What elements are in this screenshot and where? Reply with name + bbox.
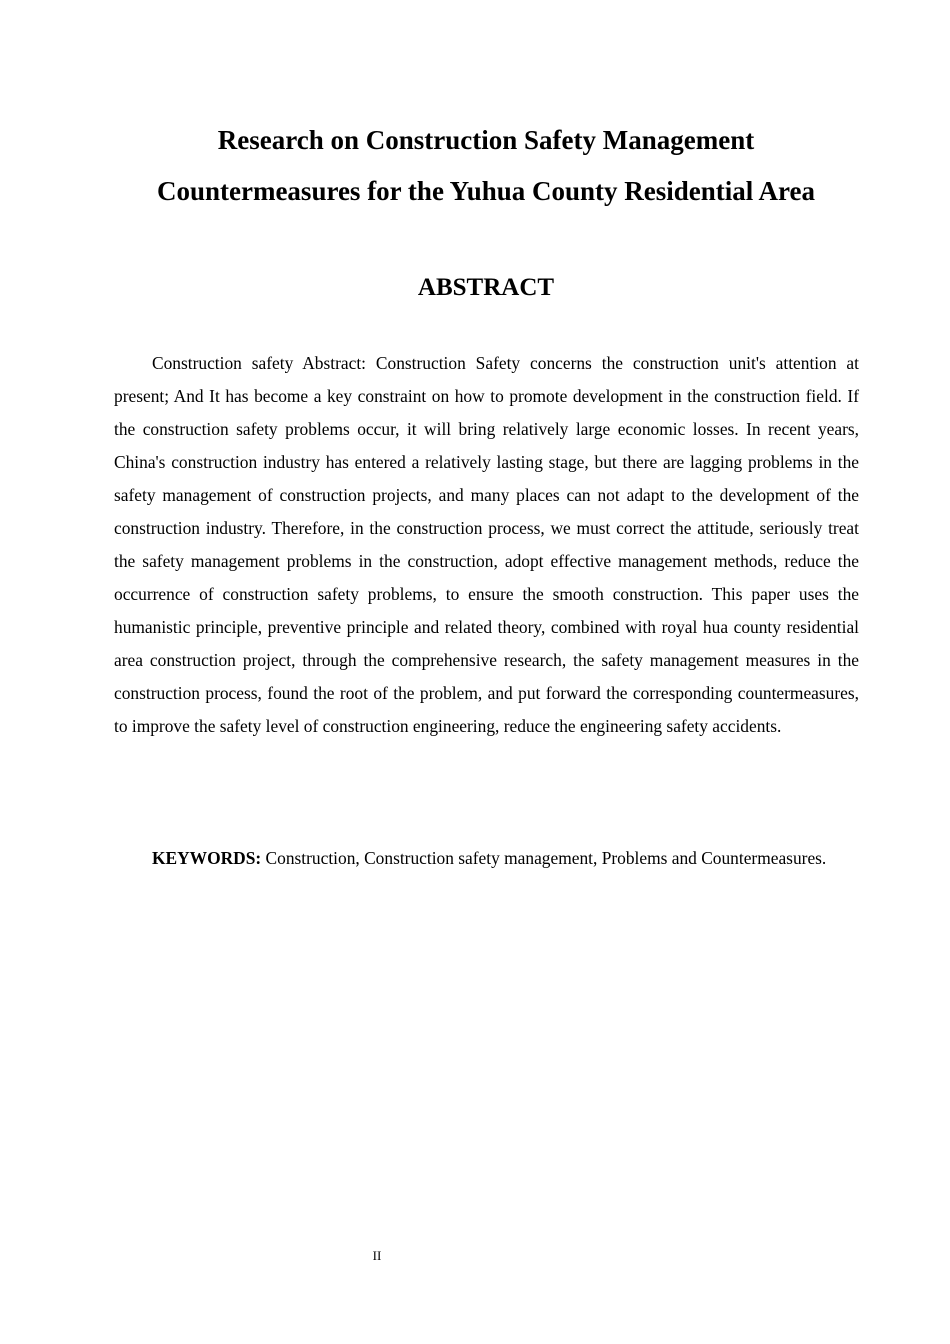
abstract-heading: ABSTRACT [417,274,555,301]
abstract-body: Construction safety Abstract: Construction Safety concerns the construction unit's attention at present; And It has become a key constraint on how to promote development in the construction field. If the construction safety problems occur, it will bring relatively large economic losses. In recent years, China's construction industry has entered a relatively lasting stage, but there are lagging problems in the safety management of construction projects, and many places can not adapt to the development of the construction industry. Therefore, in the construction process, we must correct the attitude, seriously treat the safety management problems in the construction, adopt effective management methods, reduce the occurrence of construction safety problems, to ensure the smooth construction. This paper uses the humanistic principle, preventive principle and related theory, combined with royal hua county residential area construction project, through the comprehensive research, the safety management measures in the construction process, found the root of the problem, and put forward the corresponding countermeasures, to improve the safety level of construction engineering, reduce the engineering safety accidents. [114,353,859,736]
keywords-text: Construction, Construction safety management, Problems and Countermeasures. [261,848,827,868]
paper-title [100,115,872,217]
paper-title-line-2: Countermeasures for the Yuhua County Residential Area [156,176,816,206]
page-number: II [372,1248,382,1263]
paper-title-line-1: Research on Construction Safety Management [217,125,755,155]
keywords-label: KEYWORDS: [152,848,262,868]
keywords-paragraph [114,842,859,875]
